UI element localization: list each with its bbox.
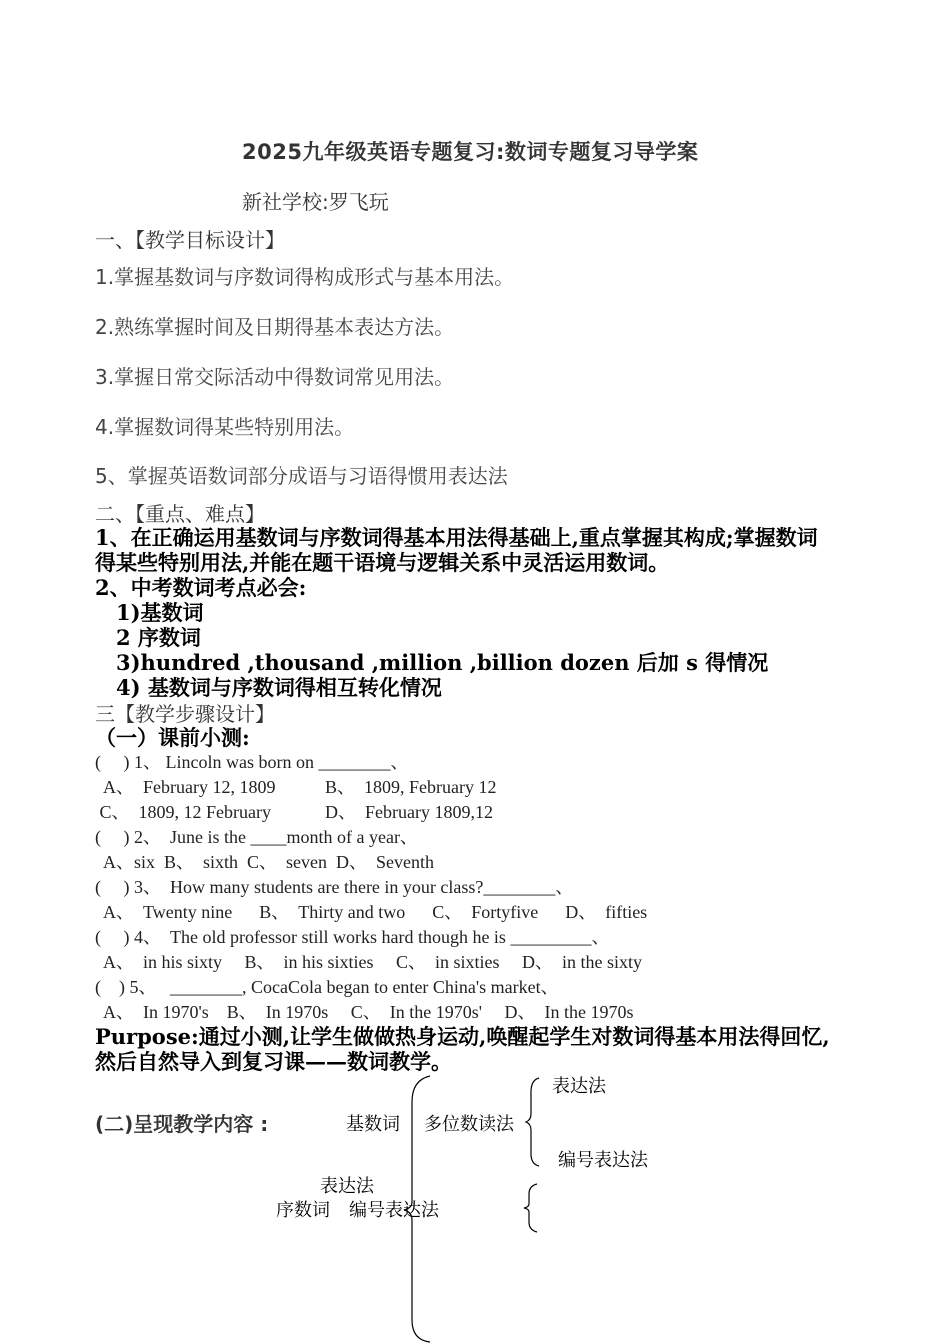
quiz-question: ( ) 3、 How many students are there in your class?________、	[95, 877, 574, 897]
keypoint-paragraph-line: 1、在正确运用基数词与序数词得基本用法得基础上,重点掌握其构成;掌握数词	[95, 525, 818, 550]
section-heading-keypoints: 二、【重点、难点】	[95, 502, 265, 526]
quiz-options: A、 February 12, 1809 B、 1809, February 12	[95, 777, 497, 797]
goal-item: 1.掌握基数词与序数词得构成形式与基本用法。	[95, 265, 515, 289]
exam-point-item: 2 序数词	[116, 625, 201, 650]
diagram-numbering-label: 编号表达法	[349, 1200, 439, 1221]
exam-points-heading: 2、中考数词考点必会:	[95, 575, 307, 600]
small-brace-top	[525, 1076, 545, 1168]
quiz-options: C、 1809, 12 February D、 February 1809,12	[95, 802, 493, 822]
section-heading-goals: 一、【教学目标设计】	[95, 228, 285, 252]
content-presentation-heading: (二)呈现教学内容 :	[95, 1112, 269, 1136]
section-heading-steps: 三【教学步骤设计】	[95, 702, 275, 726]
diagram-expression-label: 表达法	[320, 1176, 374, 1197]
diagram-cardinal-label: 基数词	[346, 1114, 400, 1135]
diagram-numbering-label: 编号表达法	[558, 1150, 648, 1171]
quiz-options: A、 In 1970's B、 In 1970s C、 In the 1970s' D、 In the 1970s	[95, 1002, 634, 1022]
goal-item: 5、掌握英语数词部分成语与习语得惯用表达法	[95, 464, 508, 488]
diagram-multi-digit-label: 多位数读法	[424, 1114, 514, 1135]
goal-item: 2.熟练掌握时间及日期得基本表达方法。	[95, 315, 455, 339]
quiz-options: A、 in his sixty B、 in his sixties C、 in sixties D、 in the sixty	[95, 952, 643, 972]
quiz-options: A、 Twenty nine B、 Thirty and two C、 Fortyfive D、 fifties	[95, 902, 648, 922]
diagram-ordinal-label: 序数词	[276, 1200, 330, 1221]
quiz-question: ( ) 4、 The old professor still works hard though he is _________、	[95, 927, 610, 947]
exam-point-item: 3)hundred ,thousand ,million ,billion dozen 后加 s 得情况	[116, 650, 769, 675]
diagram-expression-label: 表达法	[552, 1076, 606, 1097]
school-author: 新社学校:罗飞玩	[242, 190, 389, 214]
page-title: 2025九年级英语专题复习:数词专题复习导学案	[242, 140, 699, 164]
quiz-question: ( ) 2、 June is the ____month of a year、	[95, 827, 418, 847]
purpose-line: Purpose:通过小测,让学生做做热身运动,唤醒起学生对数词得基本用法得回忆,	[95, 1024, 830, 1049]
quiz-question: ( ) 5、 ________, CocaCola began to enter China's market、	[95, 977, 559, 997]
goal-item: 3.掌握日常交际活动中得数词常见用法。	[95, 365, 455, 389]
quiz-question: ( ) 1、 Lincoln was born on ________、	[95, 752, 409, 772]
exam-point-item: 4) 基数词与序数词得相互转化情况	[116, 675, 442, 700]
goal-item: 4.掌握数词得某些特别用法。	[95, 415, 355, 439]
pretest-heading: （一）课前小测:	[95, 725, 250, 750]
exam-point-item: 1)基数词	[116, 600, 204, 625]
quiz-options: A、six B、 sixth C、 seven D、 Seventh	[95, 852, 435, 872]
purpose-line: 然后自然导入到复习课——数词教学。	[95, 1049, 452, 1074]
keypoint-paragraph-line: 得某些特别用法,并能在题干语境与逻辑关系中灵活运用数词。	[95, 550, 670, 575]
small-brace-bottom	[523, 1182, 543, 1234]
